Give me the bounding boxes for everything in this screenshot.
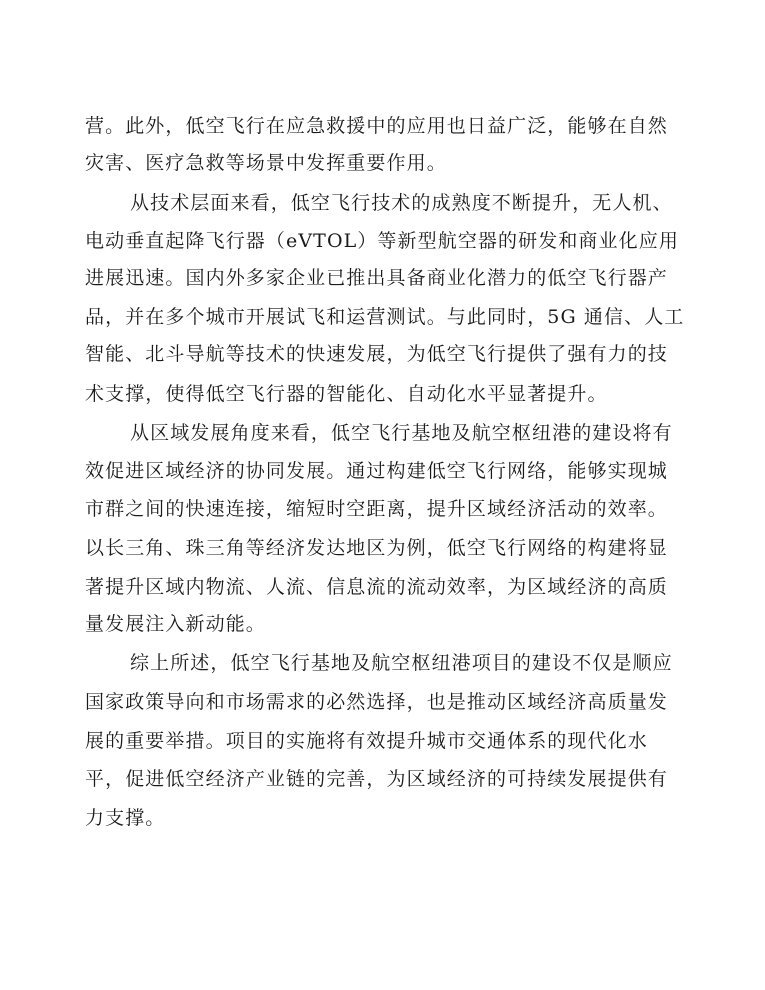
text-line: 平，促进低空经济产业链的完善，为区域经济的可持续发展提供有 xyxy=(85,768,668,790)
text-line: 营。此外，低空飞行在应急救援中的应用也日益广泛，能够在自然 xyxy=(85,115,668,137)
text-line: 国家政策导向和市场需求的必然选择，也是推动区域经济高质量发 xyxy=(85,691,668,713)
text-line: 智能、北斗导航等技术的快速发展，为低空飞行提供了强有力的技 xyxy=(85,343,668,365)
text-line: 进展迅速。国内外多家企业已推出具备商业化潜力的低空飞行器产 xyxy=(85,267,668,289)
paragraph-start-line: 从区域发展角度来看，低空飞行基地及航空枢纽港的建设将有 xyxy=(130,422,673,444)
text-line: 力支撑。 xyxy=(85,807,166,829)
text-line: 展的重要举措。项目的实施将有效提升城市交通体系的现代化水 xyxy=(85,730,648,752)
text-line: 效促进区域经济的协同发展。通过构建低空飞行网络，能够实现城 xyxy=(85,460,668,482)
text-line: 灾害、医疗急救等场景中发挥重要作用。 xyxy=(85,152,447,174)
text-line: 市群之间的快速连接，缩短时空距离，提升区域经济活动的效率。 xyxy=(85,498,668,520)
text-line: 术支撑，使得低空飞行器的智能化、自动化水平显著提升。 xyxy=(85,383,608,405)
text-line: 量发展注入新动能。 xyxy=(85,613,266,635)
paragraph-start-line: 综上所述，低空飞行基地及航空枢纽港项目的建设不仅是顺应 xyxy=(130,652,673,674)
text-line: 著提升区域内物流、人流、信息流的流动效率，为区域经济的高质 xyxy=(85,576,668,598)
text-line: 以长三角、珠三角等经济发达地区为例，低空飞行网络的构建将显 xyxy=(85,537,668,559)
text-line: 电动垂直起降飞行器（eVTOL）等新型航空器的研发和商业化应用 xyxy=(85,230,679,252)
paragraph-start-line: 从技术层面来看，低空飞行技术的成熟度不断提升，无人机、 xyxy=(130,192,673,214)
text-line: 品，并在多个城市开展试飞和运营测试。与此同时，5G 通信、人工 xyxy=(85,306,685,328)
